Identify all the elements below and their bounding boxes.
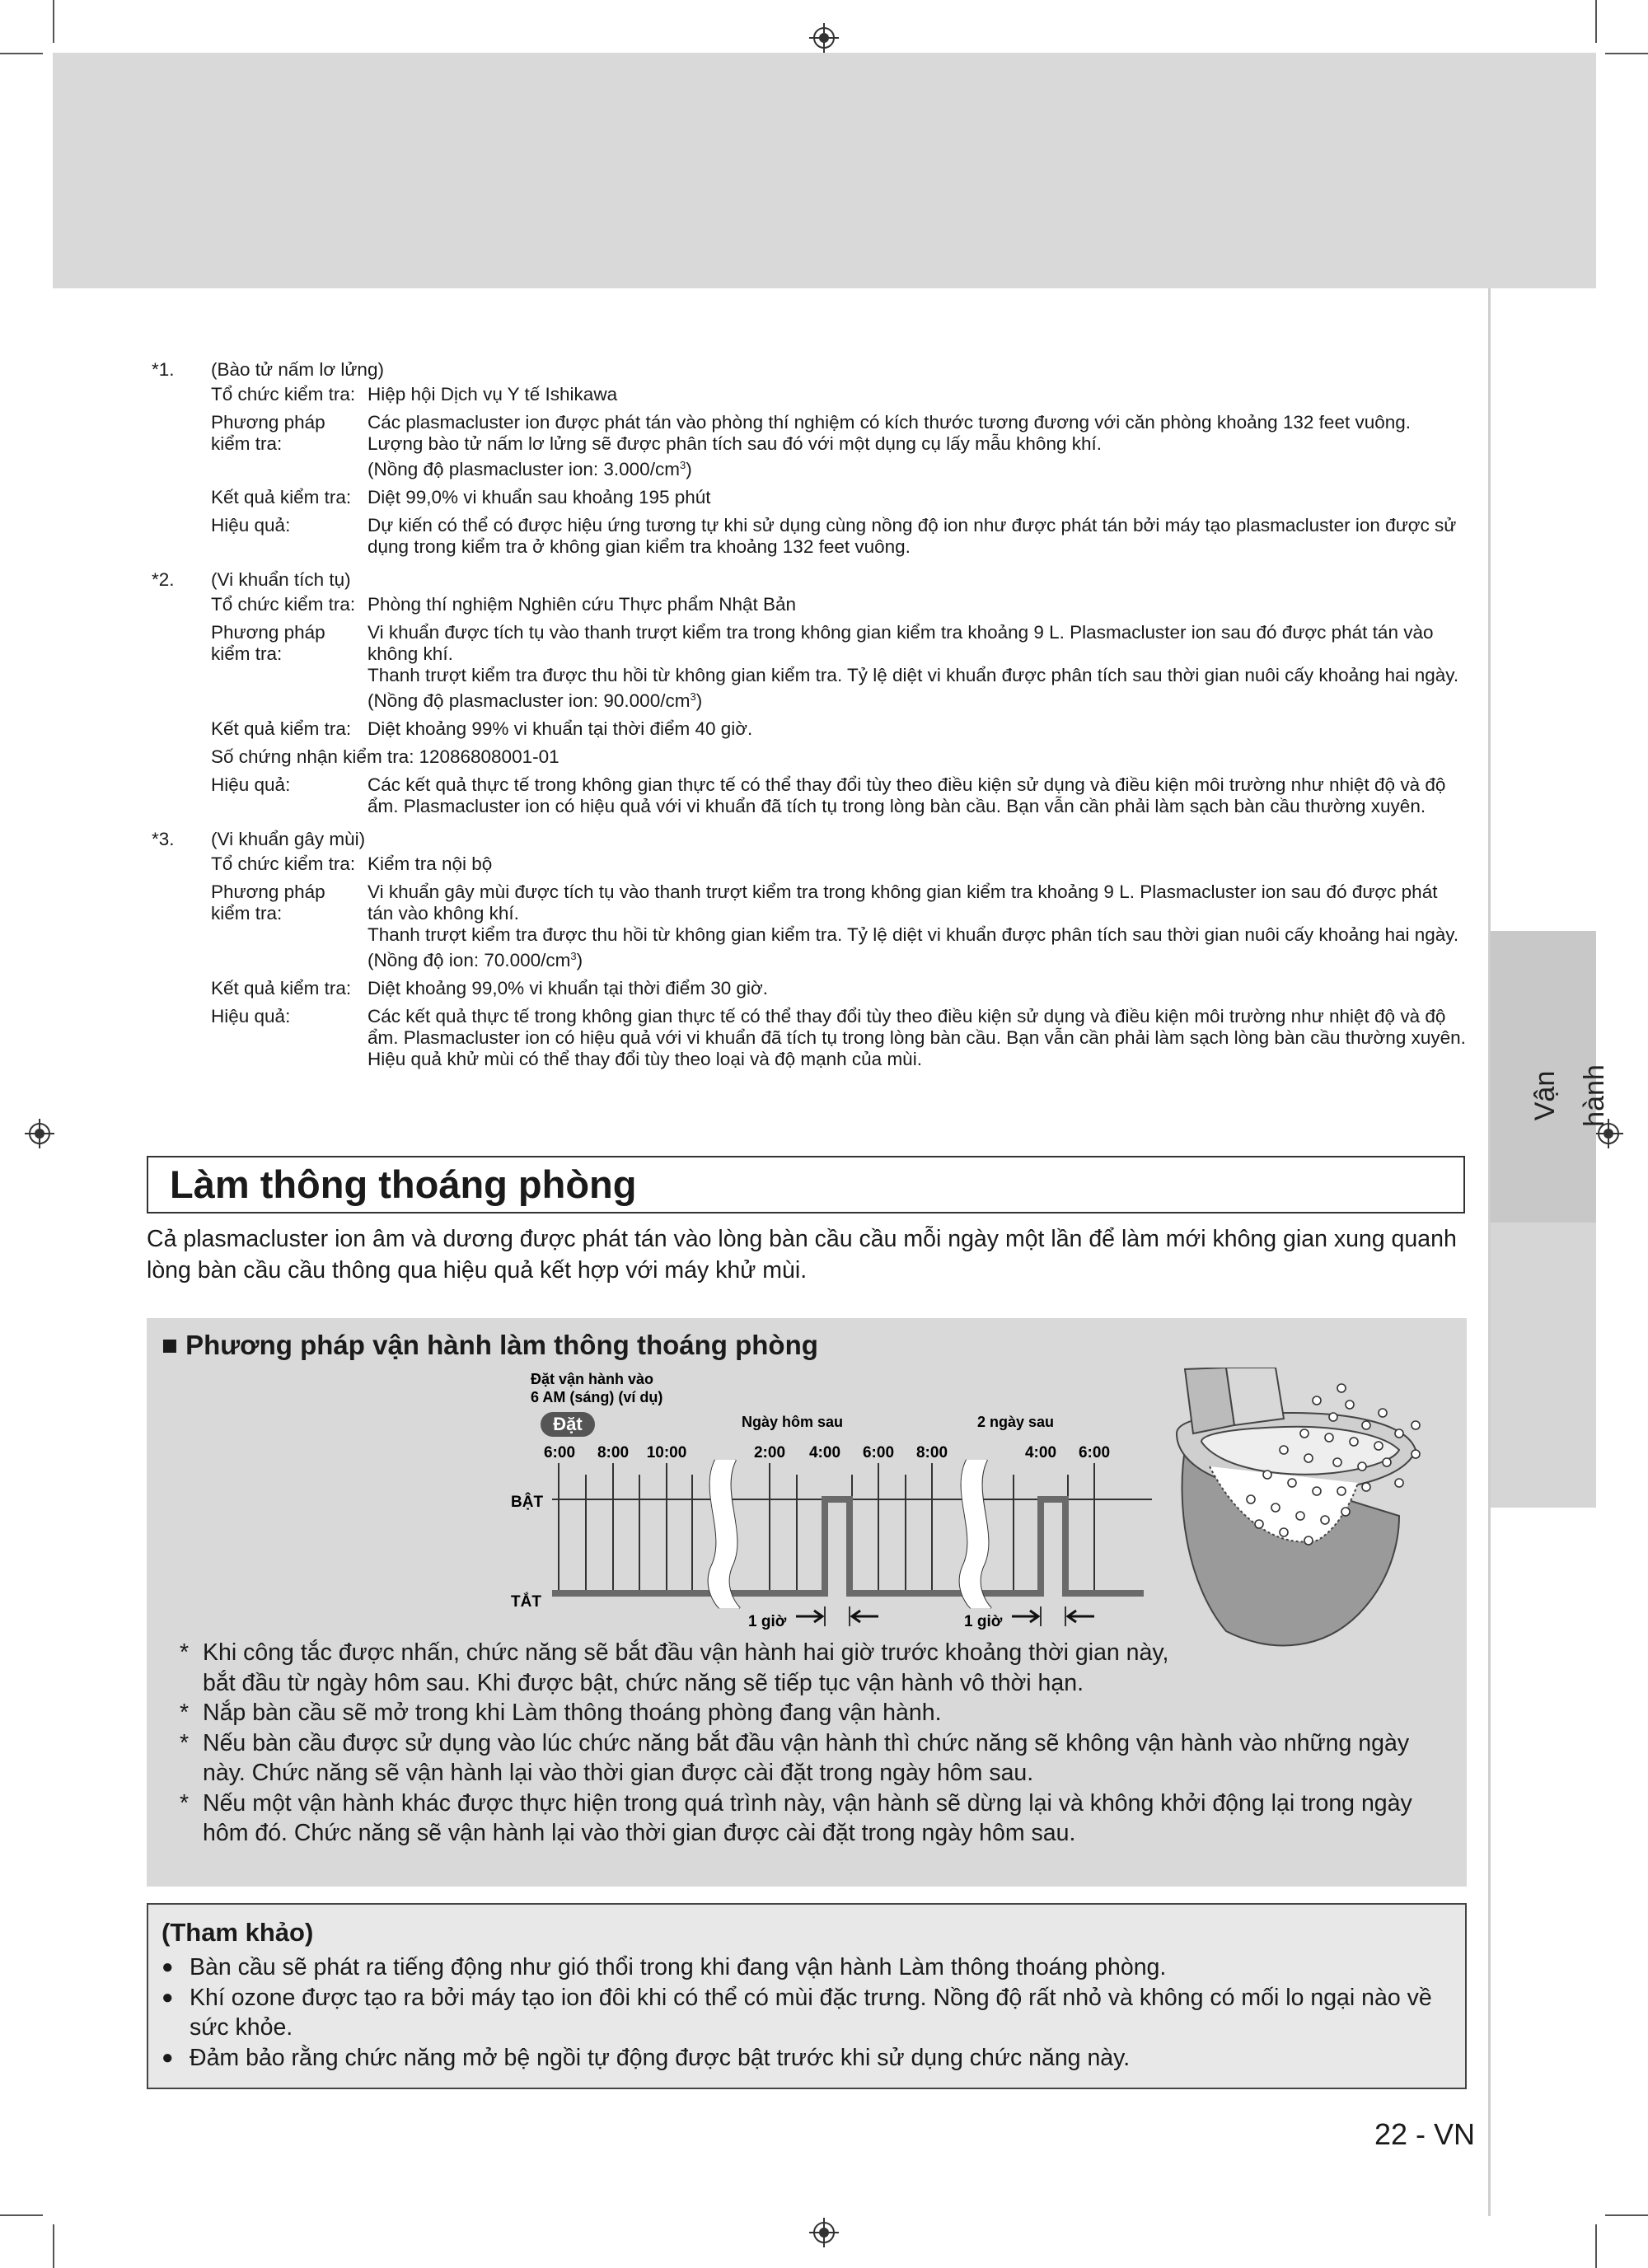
field-label: Tổ chức kiểm tra: xyxy=(211,594,356,615)
on-label: BẬT xyxy=(511,1494,544,1511)
section-intro: Cả plasmacluster ion âm và dương được phát tán vào lòng bàn cầu cầu mỗi ngày một lần để làm mới không gian xung quanh lòng bàn cầu cầu thông qua hiệu quả kết hợp với máy khử mùi. xyxy=(147,1226,1457,1284)
field-label: Hiệu quả: xyxy=(211,1006,291,1026)
page-number: 22 - VN xyxy=(1374,2117,1475,2151)
note-number: *3. xyxy=(152,829,175,849)
field-value: Kiểm tra nội bộ xyxy=(368,853,493,874)
test-notes xyxy=(152,359,1467,1082)
field-label: Tổ chức kiểm tra: xyxy=(211,853,356,874)
note-1 xyxy=(152,359,1467,558)
method-note: * Nếu bàn cầu được sử dụng vào lúc chức năng bắt đầu vận hành thì chức năng sẽ không vận hành vào những ngày này. Chức năng sẽ vận hành lại vào thời gian được cài đặt trong ngày hôm sau. xyxy=(180,1729,1410,1786)
field-value: 12086808001-01 xyxy=(419,746,559,767)
note-2 xyxy=(152,569,1467,817)
note-3 xyxy=(152,829,1467,1070)
side-tab-label: Vận hành xyxy=(1529,1064,1610,1127)
note-number: *1. xyxy=(152,359,175,380)
field-label: Số chứng nhận kiểm tra: xyxy=(211,746,414,767)
reference-item: ● Bàn cầu sẽ phát ra tiếng động như gió thổi trong khi đang vận hành Làm thông thoáng phòng. xyxy=(162,1954,1167,1980)
header-band xyxy=(53,53,1596,288)
reference-title: (Tham khảo) xyxy=(162,1918,314,1947)
two-days-label: 2 ngày sau xyxy=(977,1414,1055,1430)
toilet-ion-illustration-icon xyxy=(1152,1368,1449,1664)
field-label: Hiệu quả: xyxy=(211,774,291,795)
field-value: Diệt 99,0% vi khuẩn sau khoảng 195 phút xyxy=(368,487,711,507)
tick-label: 4:00 xyxy=(1024,1444,1057,1461)
reference-item: ● Khí ozone được tạo ra bởi máy tạo ion đôi khi có thể có mùi đặc trưng. Nồng độ rất nhỏ và không có mối lo ngại nào về sức khỏe. xyxy=(162,1984,1432,2041)
tick-label: 4:00 xyxy=(808,1444,841,1461)
registration-mark-icon xyxy=(809,2218,839,2247)
field-label: Kết quả kiểm tra: xyxy=(211,978,352,998)
set-note-line2: 6 AM (sáng) (ví dụ) xyxy=(531,1389,663,1405)
method-box xyxy=(147,1318,1467,1887)
tick-label: 6:00 xyxy=(862,1444,895,1461)
operation-timeline-diagram xyxy=(509,1369,1152,1633)
off-label: TẮT xyxy=(511,1593,541,1611)
field-value: Diệt khoảng 99,0% vi khuẩn tại thời điểm 30 giờ. xyxy=(368,978,769,998)
tick-label: 8:00 xyxy=(597,1444,630,1461)
field-value: Phòng thí nghiệm Nghiên cứu Thực phẩm Nhật Bản xyxy=(368,594,797,615)
tick-label: 8:00 xyxy=(915,1444,948,1461)
field-value: Các kết quả thực tế trong không gian thực tế có thể thay đổi tùy theo điều kiện sử dụng và điều kiện môi trường như nhiệt độ và độ ẩm. Plasmacluster ion có hiệu quả với vi khuẩn đã tích tụ trong lòng bàn cầu. Bạn vẫn cần phải làm sạch bàn cầu thường xuyên. xyxy=(368,774,1446,816)
set-badge-label: Đặt xyxy=(553,1414,583,1434)
duration-label: 1 giờ xyxy=(748,1613,787,1630)
field-value: Dự kiến có thể có được hiệu ứng tương tự khi sử dụng cùng nồng độ ion như được phát tán bởi máy tạo plasmacluster ion được sử dụng trong kiểm tra ở không gian kiểm tra khoảng 132 feet vuông. xyxy=(368,515,1457,557)
method-title: ■ Phương pháp vận hành làm thông thoáng phòng xyxy=(162,1330,818,1360)
registration-mark-icon xyxy=(809,23,839,53)
duration-label: 1 giờ xyxy=(964,1613,1003,1630)
tick-label: 6:00 xyxy=(543,1444,576,1461)
set-note-line1: Đặt vận hành vào xyxy=(531,1371,654,1387)
field-label: Phương pháp kiểm tra: xyxy=(211,622,325,664)
field-value: Vi khuẩn được tích tụ vào thanh trượt kiểm tra trong không gian kiểm tra khoảng 9 L. Plasmacluster ion sau đó được phát tán vào không khí. Thanh trượt kiểm tra được thu hồi từ không gian kiểm tra. Tỷ lệ diệt vi khuẩn được phân tích sau thời gian nuôi cấy khoảng hai ngày. (Nồng độ plasmacluster ion: $90.000/cm^3$) xyxy=(368,622,1459,711)
note-title: (Vi khuẩn tích tụ) xyxy=(211,569,351,590)
field-label: Phương pháp kiểm tra: xyxy=(211,412,325,454)
field-value: Diệt khoảng 99% vi khuẩn tại thời điểm 40 giờ. xyxy=(368,718,753,739)
field-value: Vi khuẩn gây mùi được tích tụ vào thanh trượt kiểm tra trong không gian kiểm tra khoảng 9 L. Plasmacluster ion sau đó được phát tán vào không khí. Thanh trượt kiểm tra được thu hồi từ không gian kiểm tra. Tỷ lệ diệt vi khuẩn được phân tích sau thời gian nuôi cấy khoảng hai ngày. (Nồng độ ion: $70.000/cm^3$) xyxy=(368,881,1459,970)
field-label: Kết quả kiểm tra: xyxy=(211,487,352,507)
section-title: Làm thông thoáng phòng xyxy=(147,1156,1465,1213)
note-number: *2. xyxy=(152,569,175,590)
field-value: Các plasmacluster ion được phát tán vào phòng thí nghiệm có kích thước tương đương với căn phòng khoảng 132 feet vuông. Lượng bào tử nấm lơ lửng sẽ được phân tích sau đó với một dụng cụ lấy mẫu không khí. (Nồng độ plasmacluster ion: $3.000/cm^3$) xyxy=(368,412,1412,479)
reference-box xyxy=(147,1903,1467,2089)
tick-label: 2:00 xyxy=(753,1444,786,1461)
side-tab xyxy=(1491,1223,1596,1508)
registration-mark-icon xyxy=(25,1119,54,1148)
field-label: Tổ chức kiểm tra: xyxy=(211,384,356,404)
method-notes xyxy=(180,1638,1457,1849)
next-day-label: Ngày hôm sau xyxy=(742,1414,844,1430)
method-note: * Nếu một vận hành khác được thực hiện trong quá trình này, vận hành sẽ dừng lại và không khởi động lại trong ngày hôm đó. Chức năng sẽ vận hành lại vào thời gian được cài đặt trong ngày hôm sau. xyxy=(180,1789,1412,1846)
method-note: * Khi công tắc được nhấn, chức năng sẽ bắt đầu vận hành hai giờ trước khoảng thời gian này, bắt đầu từ ngày hôm sau. Khi được bật, chức năng sẽ tiếp tục vận hành vô thời hạn. xyxy=(180,1639,1169,1696)
note-title: (Vi khuẩn gây mùi) xyxy=(211,829,366,849)
note-title: (Bào tử nấm lơ lửng) xyxy=(211,359,384,380)
reference-item: ● Đảm bảo rằng chức năng mở bệ ngồi tự động được bật trước khi sử dụng chức năng này. xyxy=(162,2044,1131,2071)
tick-label: 6:00 xyxy=(1078,1444,1111,1461)
method-note: * Nắp bàn cầu sẽ mở trong khi Làm thông thoáng phòng đang vận hành. xyxy=(180,1700,942,1726)
field-label: Kết quả kiểm tra: xyxy=(211,718,352,739)
tick-label: 10:00 xyxy=(646,1444,687,1461)
field-value: Các kết quả thực tế trong không gian thực tế có thể thay đổi tùy theo điều kiện sử dụng và điều kiện môi trường như nhiệt độ và độ ẩm. Plasmacluster ion có hiệu quả với vi khuẩn đã tích tụ trong lòng bàn cầu. Bạn vẫn cần phải làm sạch lòng bàn cầu thường xuyên. Hiệu quả khử mùi có thể thay đổi tùy theo loại và độ mạnh của mùi. xyxy=(368,1006,1466,1069)
field-value: Hiệp hội Dịch vụ Y tế Ishikawa xyxy=(368,384,618,404)
field-label: Hiệu quả: xyxy=(211,515,291,535)
field-label: Phương pháp kiểm tra: xyxy=(211,881,325,924)
